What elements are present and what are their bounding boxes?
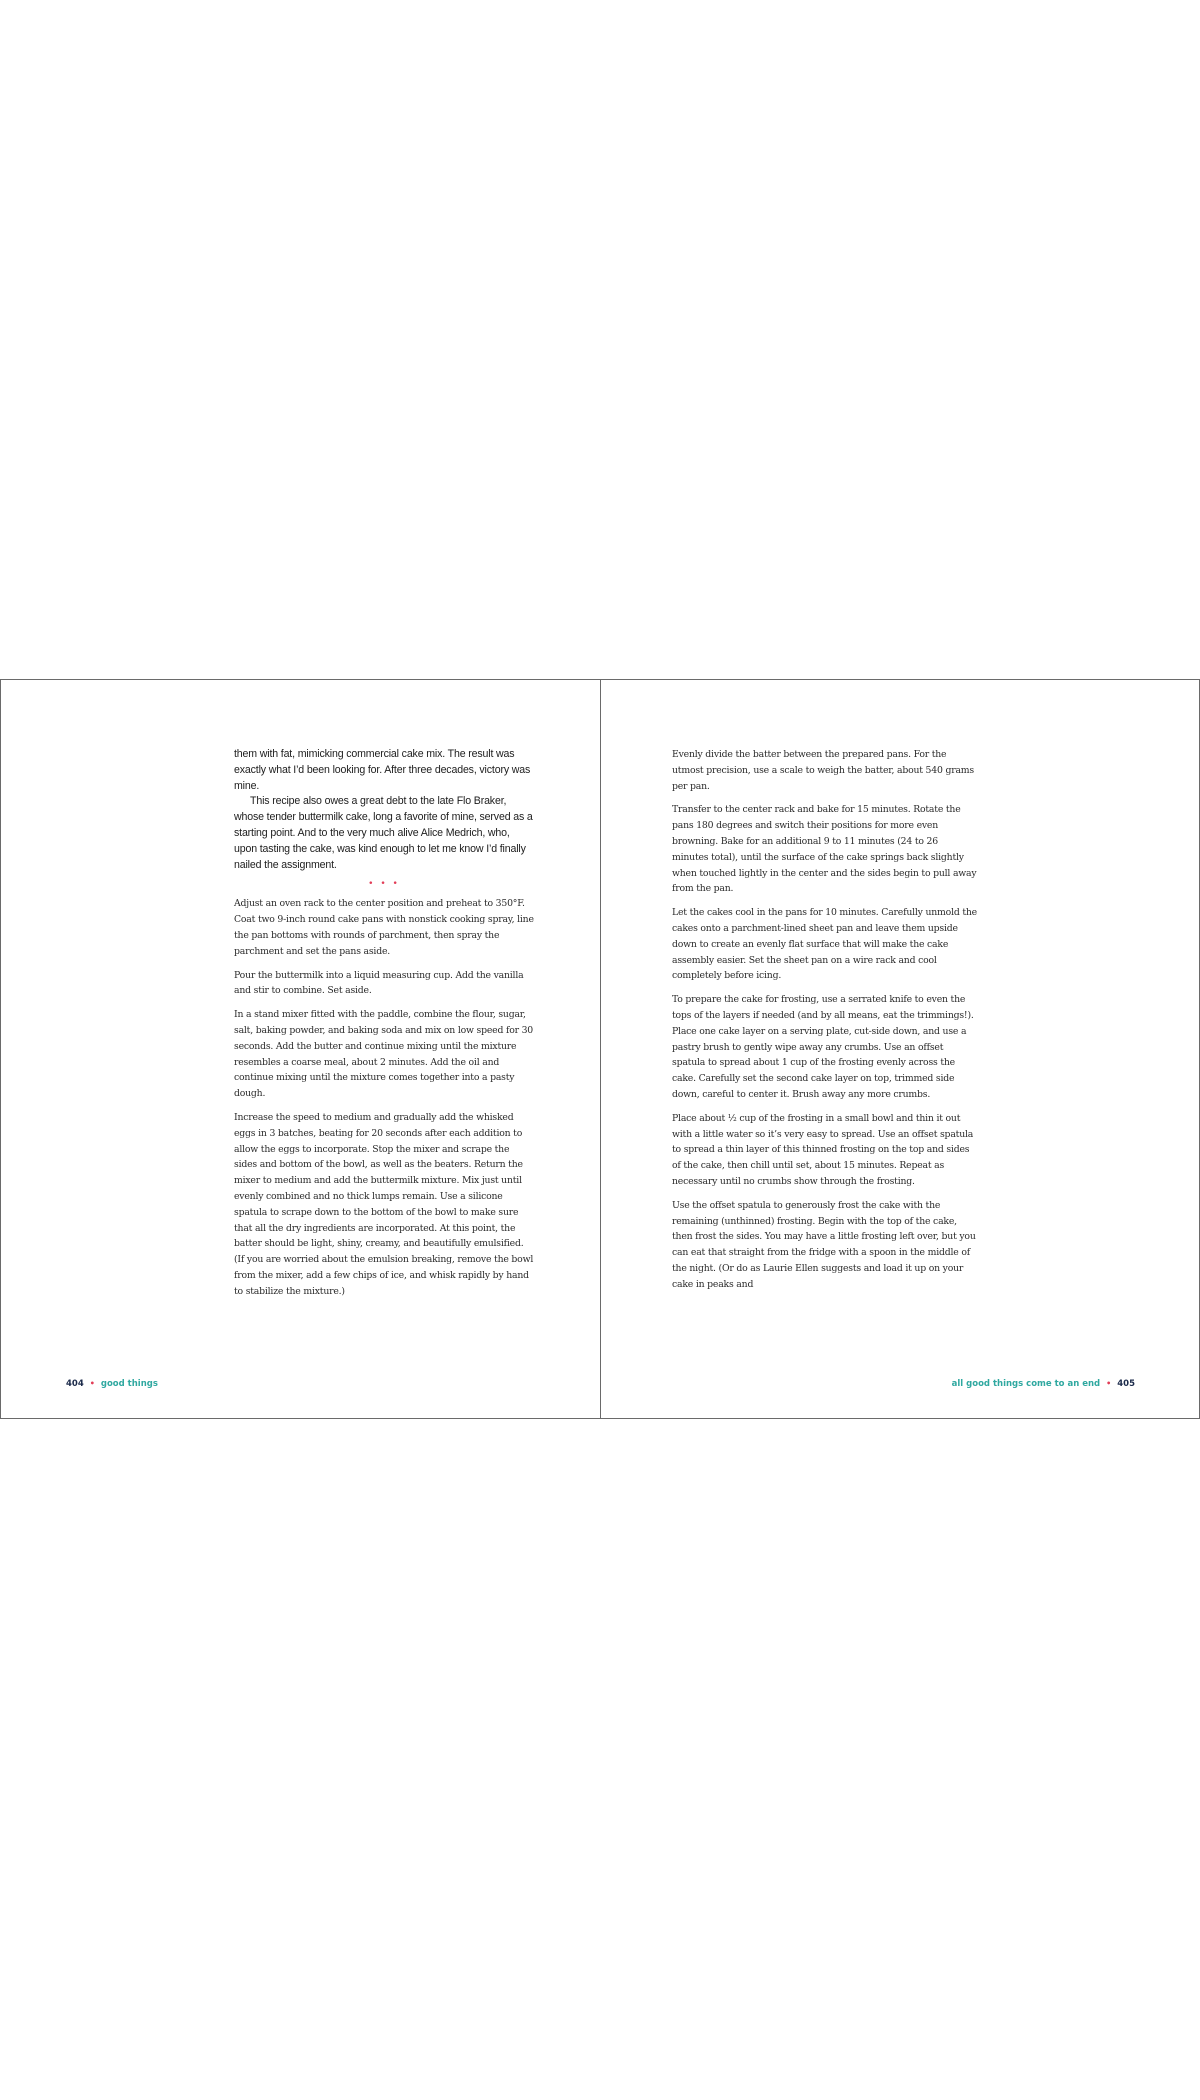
recipe-step: To prepare the cake for frosting, use a serrated knife to even the tops of the layers if needed (and by all means, eat the trimmings!). Place one cake layer on a serving plate, cut-side down, and use a pastry brush to gently wipe away any crumbs. Use an offset spatula to spread about 1 cup of the frosting evenly across the cake. Carefully set the second cake layer on top, trimmed side down, careful to center it. Brush away any more crumbs. xyxy=(672,994,974,1100)
intro-paragraph: them with fat, mimicking commercial cake mix. The result was exactly what I’d been looking for. After three decades, victory was mine. xyxy=(234,748,531,792)
recipe-step: Evenly divide the batter between the prepared pans. For the utmost precision, use a scale to weigh the batter, about 540 grams per pan. xyxy=(672,749,974,792)
left-page xyxy=(0,679,601,1419)
right-page-footer xyxy=(952,1378,1135,1390)
recipe-step: Use the offset spatula to generously frost the cake with the remaining (unthinned) frosting. Begin with the top of the cake, then frost the sides. You may have a little frosting left over, but you can eat that straight from the fridge with a spoon in the middle of the night. (Or do as Laurie Ellen suggests and load it up on your cake in peaks and xyxy=(672,1199,976,1290)
section-separator-dots: • • • xyxy=(368,879,400,890)
recipe-steps xyxy=(672,747,977,1293)
recipe-steps xyxy=(234,896,534,1299)
running-head: all good things come to an end xyxy=(951,1379,1101,1389)
recipe-step: In a stand mixer fitted with the paddle, combine the flour, sugar, salt, baking powder, and baking soda and mix on low speed for 30 seconds. Add the butter and continue mixing until the mixture resembles a coarse meal, about 2 minutes. Add the oil and continue mixing until the mixture comes together into a pasty dough. xyxy=(234,1009,534,1100)
recipe-step: Place about ½ cup of the frosting in a small bowl and thin it out with a little water so it’s very easy to spread. Use an offset spatula to spread a thin layer of this thinned frosting on the top and sides of the cake, then chill until set, about 15 minutes. Repeat as necessary until no crumbs show through the frosting. xyxy=(672,1112,974,1187)
book-spread xyxy=(0,679,1200,1421)
bullet-icon: • xyxy=(89,1379,95,1388)
bullet-icon: • xyxy=(1106,1379,1112,1388)
intro-text xyxy=(234,747,534,873)
page-number: 404 xyxy=(66,1379,84,1389)
recipe-step: Increase the speed to medium and gradually add the whisked eggs in 3 batches, beating for 20 seconds after each addition to allow the eggs to incorporate. Stop the mixer and scrape the sides and bottom of the bowl, as well as the beaters. Return the mixer to medium and add the buttermilk mixture. Mix just until evenly combined and no thick lumps remain. Use a silicone spatula to scrape down to the bottom of the bowl to make sure that all the dry ingredients are incorporated. At this point, the batter should be light, shiny, creamy, and beautifully emulsified. (If you are worried about the emulsion breaking, remove the bowl from the mixer, add a few chips of ice, and whisk rapidly by hand to stabilize the mixture.) xyxy=(234,1111,534,1297)
recipe-step: Pour the buttermilk into a liquid measuring cup. Add the vanilla and stir to combine. Set aside. xyxy=(234,969,524,997)
running-head: good things xyxy=(100,1379,158,1389)
recipe-step: Adjust an oven rack to the center position and preheat to 350°F. Coat two 9-inch round cake pans with nonstick cooking spray, line the pan bottoms with rounds of parchment, then spray the parchment and set the pans aside. xyxy=(234,898,534,957)
left-text-column xyxy=(234,747,534,1308)
intro-paragraph: This recipe also owes a great debt to the late Flo Braker, whose tender buttermilk cake, long a favorite of mine, served as a starting point. And to the very much alive Alice Medrich, who, upon tasting the cake, was kind enough to let me know I’d finally nailed the assignment. xyxy=(234,795,533,871)
recipe-step: Transfer to the center rack and bake for 15 minutes. Rotate the pans 180 degrees and switch their positions for more even browning. Bake for an additional 9 to 11 minutes (24 to 26 minutes total), until the surface of the cake springs back slightly when touched lightly in the center and the sides begin to pull away from the pan. xyxy=(672,804,977,895)
left-page-footer xyxy=(66,1378,158,1390)
recipe-step: Let the cakes cool in the pans for 10 minutes. Carefully unmold the cakes onto a parchment-lined sheet pan and leave them upside down to create an evenly flat surface that will make the cake assembly easier. Set the sheet pan on a wire rack and cool completely before icing. xyxy=(672,907,977,982)
right-text-column xyxy=(672,747,977,1301)
page-number: 405 xyxy=(1117,1379,1135,1389)
right-page xyxy=(600,679,1200,1419)
